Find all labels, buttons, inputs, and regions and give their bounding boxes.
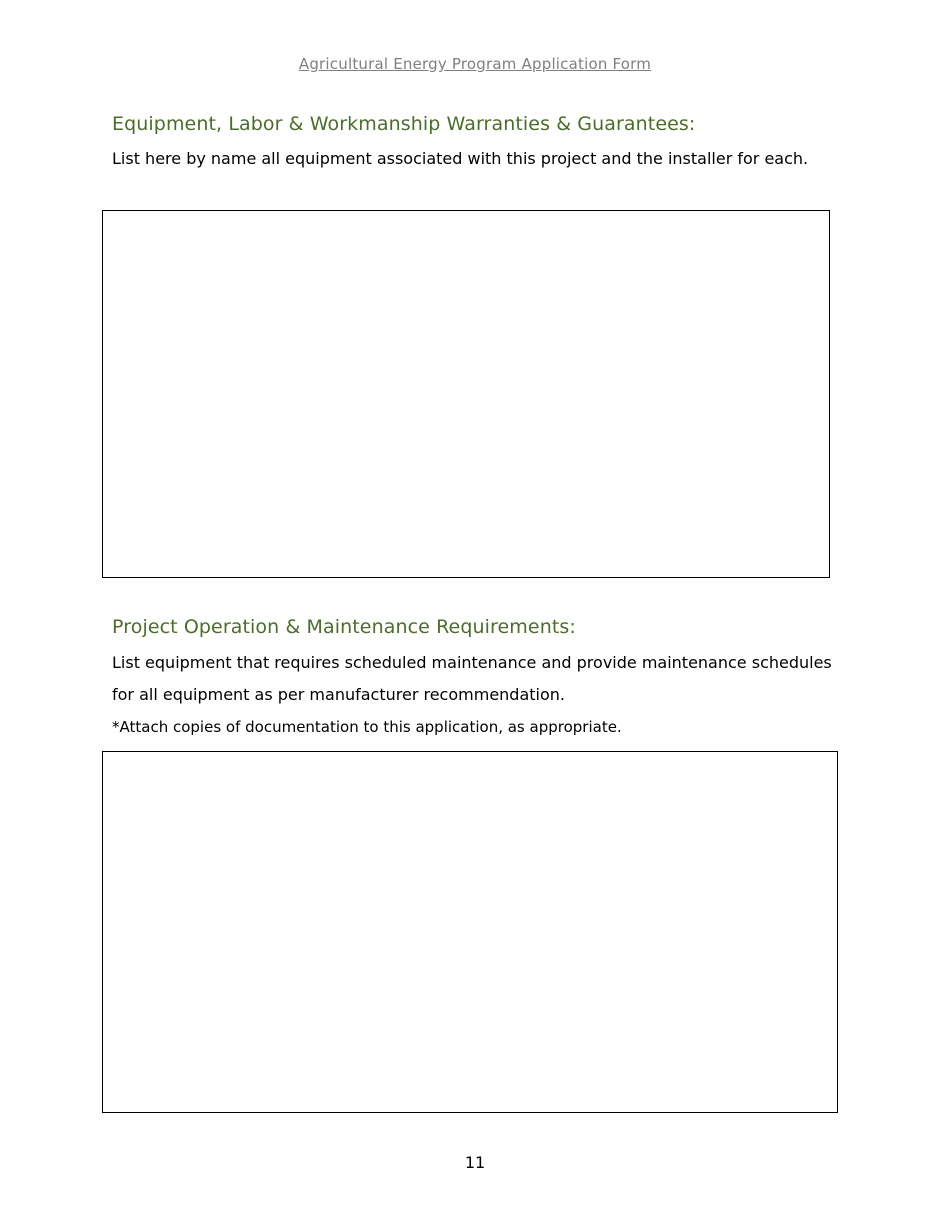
- warranties-section-heading: Equipment, Labor & Workmanship Warranties & Guarantees:: [112, 113, 696, 135]
- warranties-instruction-text: List here by name all equipment associated with this project and the installer for each.: [112, 149, 809, 168]
- maintenance-instruction-line-1: List equipment that requires scheduled maintenance and provide maintenance schedules: [112, 653, 832, 672]
- attach-documentation-note: *Attach copies of documentation to this application, as appropriate.: [112, 718, 622, 736]
- maintenance-entry-box[interactable]: [102, 751, 838, 1113]
- warranties-entry-box[interactable]: [102, 210, 830, 578]
- maintenance-section-heading: Project Operation & Maintenance Requirements:: [112, 616, 576, 638]
- page-number: 11: [464, 1153, 486, 1172]
- maintenance-instruction-line-2: for all equipment as per manufacturer recommendation.: [112, 685, 565, 704]
- running-header-title: Agricultural Energy Program Application Form: [298, 55, 652, 73]
